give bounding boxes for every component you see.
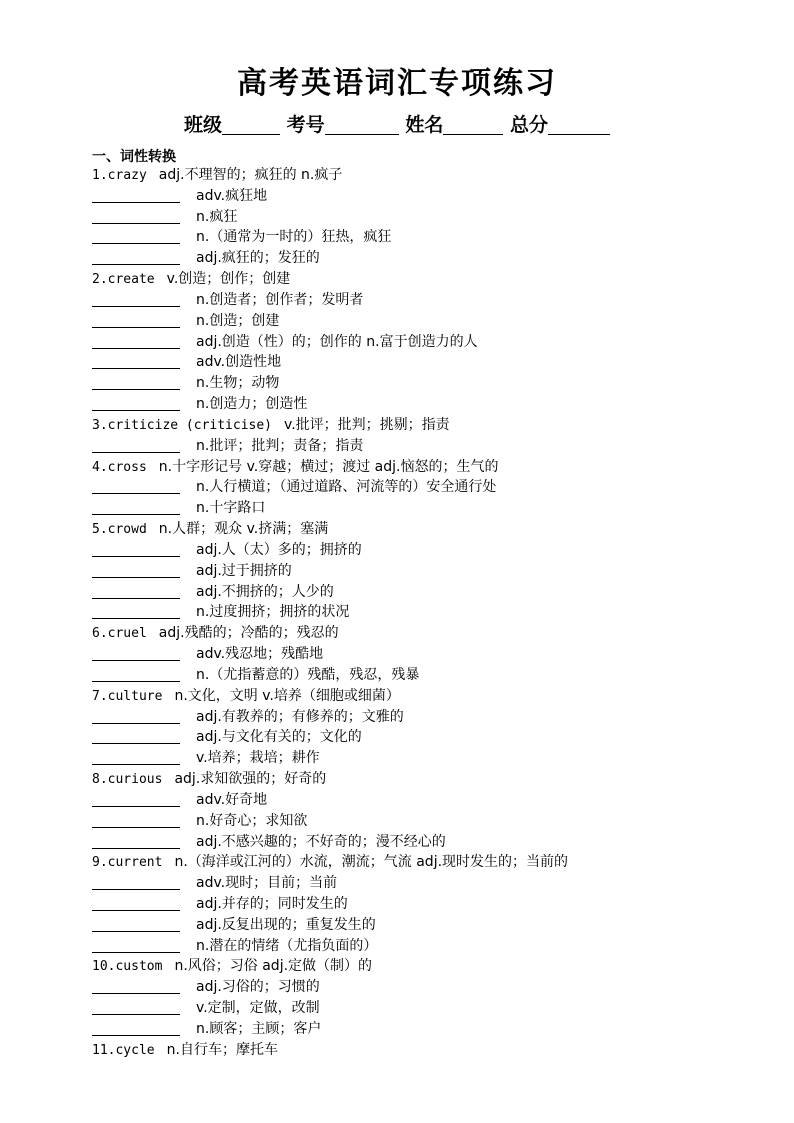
answer-blank[interactable] (92, 354, 180, 369)
page-title: 高考英语词汇专项练习 (237, 66, 557, 101)
answer-blank[interactable] (92, 709, 180, 724)
definition: n.生物；动物 (196, 375, 280, 392)
vocab-blank-row (92, 394, 782, 415)
definition: n.文化，文明 v.培养（细胞或细菌） (174, 687, 400, 704)
answer-blank[interactable] (92, 646, 180, 661)
vocab-blank-row (92, 352, 782, 373)
answer-blank[interactable] (92, 979, 180, 994)
answer-blank[interactable] (92, 563, 180, 578)
vocab-blank-row (92, 665, 782, 686)
answer-blank[interactable] (92, 209, 180, 224)
score-blank[interactable] (548, 116, 610, 135)
definition: n.过度拥挤；拥挤的状况 (196, 604, 350, 621)
vocab-blank-row (92, 727, 782, 748)
definition: n.顾客；主顾；客户 (196, 1020, 322, 1037)
definition: adv.现时；目前；当前 (196, 875, 338, 892)
headword: 11.cycle (92, 1042, 155, 1058)
headword: 4.cross (92, 459, 147, 475)
vocab-blank-row (92, 227, 782, 248)
definition: n.（海洋或江河的）水流，潮流；气流 adj.现时发生的；当前的 (174, 854, 569, 871)
definition: n.十字形记号 v.穿越；横过；渡过 adj.恼怒的；生气的 (158, 458, 499, 475)
answer-blank[interactable] (92, 813, 180, 828)
vocab-blank-row (92, 332, 782, 353)
headword: 6.cruel (92, 626, 147, 642)
answer-blank[interactable] (92, 250, 180, 265)
headword: 2.create (92, 272, 155, 288)
definition: n.潜在的情绪（尤指负面的） (196, 937, 378, 954)
answer-blank[interactable] (92, 750, 180, 765)
answer-blank[interactable] (92, 834, 180, 849)
definition: n.批评；批判；责备；指责 (196, 437, 364, 454)
definition: adv.疯狂地 (196, 187, 268, 204)
vocab-headword-row (92, 769, 782, 790)
answer-blank[interactable] (92, 1000, 180, 1015)
answer-blank[interactable] (92, 500, 180, 515)
definition: v.创造；创作；创建 (166, 271, 291, 288)
definition: adj.不理智的；疯狂的 n.疯子 (158, 167, 343, 183)
definition: adj.与文化有关的；文化的 (196, 729, 362, 746)
headword: 9.current (92, 855, 163, 871)
name-blank[interactable] (443, 116, 503, 135)
vocab-blank-row (92, 373, 782, 394)
vocab-headword-row (92, 623, 782, 644)
student-info-row (0, 110, 794, 137)
section-title: 一、词性转换 (92, 149, 176, 165)
vocab-blank-row (92, 540, 782, 561)
vocab-blank-row (92, 207, 782, 228)
headword: 1.crazy (92, 168, 147, 183)
answer-blank[interactable] (92, 396, 180, 411)
headword: 8.curious (92, 772, 163, 788)
headword: 3.criticize (criticise) (92, 417, 273, 433)
definition: adj.不拥挤的；人少的 (196, 583, 334, 600)
name-label: 姓名 (405, 114, 444, 136)
definition: adv.创造性地 (196, 354, 282, 371)
definition: v.批评；批判；挑剔；指责 (284, 416, 450, 433)
answer-blank[interactable] (92, 792, 180, 807)
answer-blank[interactable] (92, 375, 180, 390)
definition: n.人行横道；（通过道路、河流等的）安全通行处 (196, 479, 497, 496)
vocab-headword-row (92, 519, 782, 540)
vocab-headword-row (92, 415, 782, 436)
answer-blank[interactable] (92, 1021, 180, 1036)
exam-no-label: 考号 (286, 114, 325, 136)
definition: n.创造；创建 (196, 312, 280, 329)
definition: adv.好奇地 (196, 791, 268, 808)
class-label: 班级 (184, 114, 223, 136)
exam-no-blank[interactable] (325, 116, 399, 135)
vocab-blank-row (92, 707, 782, 728)
vocab-blank-row (92, 290, 782, 311)
definition: adj.过于拥挤的 (196, 562, 292, 579)
definition: adj.求知欲强的；好奇的 (174, 771, 327, 788)
vocab-headword-row (92, 852, 782, 873)
vocab-headword-row (92, 165, 782, 186)
vocab-blank-row (92, 811, 782, 832)
definition: adj.习俗的；习惯的 (196, 979, 320, 996)
answer-blank[interactable] (92, 604, 180, 619)
answer-blank[interactable] (92, 729, 180, 744)
answer-blank[interactable] (92, 313, 180, 328)
definition: n.疯狂 (196, 208, 238, 225)
definition: v.定制，定做，改制 (196, 1000, 320, 1017)
answer-blank[interactable] (92, 875, 180, 890)
answer-blank[interactable] (92, 292, 180, 307)
answer-blank[interactable] (92, 896, 180, 911)
definition: n.自行车；摩托车 (166, 1041, 278, 1058)
answer-blank[interactable] (92, 479, 180, 494)
headword: 7.culture (92, 688, 163, 704)
vocab-blank-row (92, 832, 782, 853)
definition: adj.并存的；同时发生的 (196, 895, 348, 912)
answer-blank[interactable] (92, 188, 180, 203)
definition: n.好奇心；求知欲 (196, 812, 308, 829)
vocab-blank-row (92, 998, 782, 1019)
answer-blank[interactable] (92, 229, 180, 244)
answer-blank[interactable] (92, 542, 180, 557)
definition: n.人群；观众 v.挤满；塞满 (158, 521, 329, 538)
vocab-blank-row (92, 561, 782, 582)
vocab-blank-row (92, 873, 782, 894)
answer-blank[interactable] (92, 334, 180, 349)
vocab-blank-row (92, 477, 782, 498)
vocab-blank-row (92, 186, 782, 207)
vocab-blank-row (92, 977, 782, 998)
answer-blank[interactable] (92, 938, 180, 953)
headword: 10.custom (92, 959, 163, 975)
vocab-blank-row (92, 582, 782, 603)
definition: adv.残忍地；残酷地 (196, 646, 324, 663)
definition: adj.人（太）多的；拥挤的 (196, 541, 362, 558)
vocab-blank-row (92, 894, 782, 915)
vocab-headword-row (92, 686, 782, 707)
definition: n.十字路口 (196, 500, 266, 517)
definition: adj.残酷的；冷酷的；残忍的 (158, 625, 339, 642)
vocab-blank-row (92, 248, 782, 269)
definition: n.风俗；习俗 adj.定做（制）的 (174, 958, 373, 975)
definition: adj.不感兴趣的；不好奇的；漫不经心的 (196, 833, 446, 850)
definition: n.（尤指蓄意的）残酷，残忍，残暴 (196, 666, 420, 683)
definition: adj.反复出现的；重复发生的 (196, 916, 376, 933)
vocab-blank-row (92, 498, 782, 519)
definition: n.创造力；创造性 (196, 396, 308, 413)
vocab-headword-row (92, 1040, 782, 1061)
answer-blank[interactable] (92, 584, 180, 599)
vocab-blank-row (92, 311, 782, 332)
vocab-blank-row (92, 790, 782, 811)
answer-blank[interactable] (92, 667, 180, 682)
vocab-blank-row (92, 1019, 782, 1040)
vocab-blank-row (92, 644, 782, 665)
vocabulary-list (92, 165, 782, 1061)
answer-blank[interactable] (92, 438, 180, 453)
headword: 5.crowd (92, 522, 147, 538)
vocab-blank-row (92, 936, 782, 957)
definition: v.培养；栽培；耕作 (196, 750, 320, 767)
vocab-blank-row (92, 436, 782, 457)
vocab-blank-row (92, 915, 782, 936)
class-blank[interactable] (222, 116, 280, 135)
definition: adj.疯狂的；发狂的 (196, 250, 320, 267)
vocab-headword-row (92, 269, 782, 290)
definition: n.（通常为一时的）狂热，疯狂 (196, 229, 392, 246)
definition: adj.有教养的；有修养的；文雅的 (196, 708, 404, 725)
vocab-blank-row (92, 602, 782, 623)
vocab-headword-row (92, 956, 782, 977)
score-label: 总分 (509, 114, 548, 136)
definition: n.创造者；创作者；发明者 (196, 291, 364, 308)
answer-blank[interactable] (92, 917, 180, 932)
vocab-blank-row (92, 748, 782, 769)
definition: adj.创造（性）的；创作的 n.富于创造力的人 (196, 333, 478, 350)
vocab-headword-row (92, 457, 782, 478)
